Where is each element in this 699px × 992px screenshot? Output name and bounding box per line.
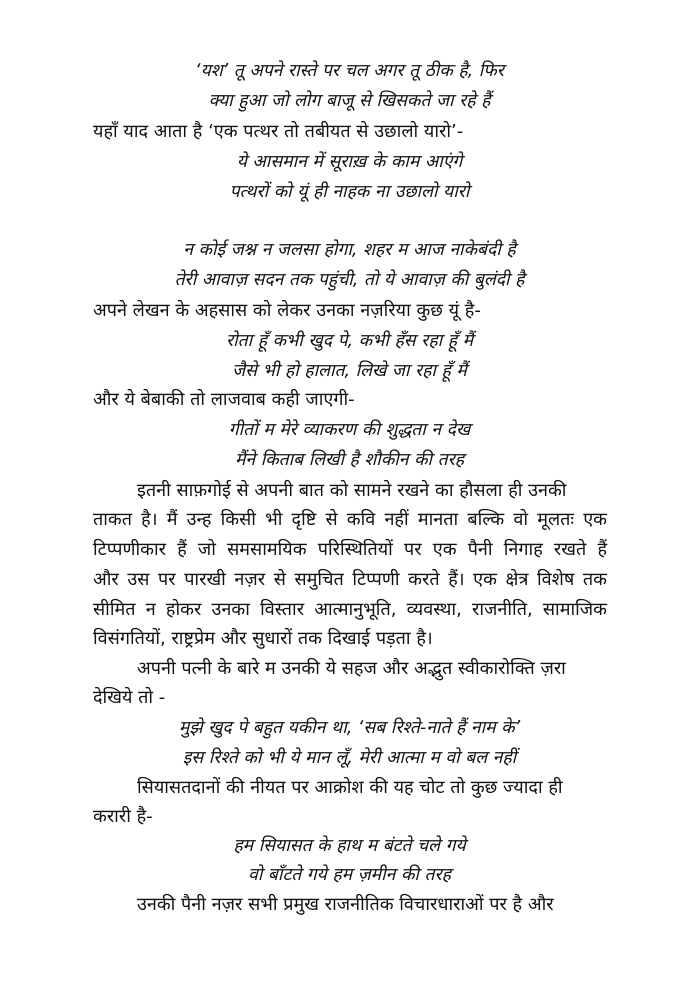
couplet-line: रोता हूँ कभी खुद पे, कभी हँस रहा हूँ मैं [225, 331, 474, 351]
paragraph-line: ताकत है। मैं उन्ह किसी भी दृष्टि से कवि नहीं मानता बल्कि वो मूलतः एक [93, 509, 607, 530]
paragraph-line: सीमित न होकर उनका विस्तार आत्मानुभूति, व्यवस्था, राजनीति, सामाजिक [93, 599, 607, 620]
couplet-line: ‘यश’ तू अपने रास्ते पर चल अगर तू ठीक है, फिर [195, 61, 504, 81]
couplet-line: मैंने किताब लिखी है शौकीन की तरह [234, 450, 465, 470]
paragraph-line: इतनी साफ़गोई से अपनी बात को सामने रखने का हौसला ही उनकी [137, 480, 567, 501]
prose-line: और ये बेबाकी तो लाजवाब कही जाएगी- [93, 389, 355, 410]
prose-line: अपने लेखन के अहसास को लेकर उनका नज़रिया कुछ यूं है- [93, 300, 481, 321]
paragraph-line: विसंगतियों, राष्ट्रप्रेम और सुधारों तक दिखाई पड़ता है। [93, 628, 433, 649]
couplet-line: तेरी आवाज़ सदन तक पहुंची, तो ये आवाज़ की बुलंदी है [174, 270, 525, 290]
paragraph-line: सियासतदानों की नीयत पर आक्रोश की यह चोट तो कुछ ज्यादा ही [137, 777, 563, 798]
prose-line: यहाँ याद आता है ‘एक पत्थर तो तबीयत से उछालो यारो’- [93, 121, 464, 142]
couplet-line: इस रिश्ते को भी ये मान लूँ, मेरी आत्मा म वो बल नहीं [182, 748, 517, 768]
couplet-line: जैसे भी हो हालात, लिखे जा रहा हूँ मैं [232, 361, 467, 381]
couplet-line: गीतों म मेरे व्याकरण की शुद्धता न देख [228, 420, 471, 440]
paragraph-line: करारी है- [93, 806, 153, 827]
paragraph-line: उनकी पैनी नज़र सभी प्रमुख राजनीतिक विचारधाराओं पर है और [137, 894, 554, 915]
couplet-line: वो बाँटते गये हम ज़मीन की तरह [248, 865, 451, 885]
couplet-line: हम सियासत के हाथ म बंटते चले गये [233, 836, 466, 856]
couplet-line: मुझे खुद पे बहुत यकीन था, ‘सब रिश्ते-नाते हैं नाम के’ [178, 718, 521, 738]
couplet-line: न कोई जश्न न जलसा होगा, शहर म आज नाकेबंदी है [183, 240, 516, 260]
paragraph-line: देखिये तो - [93, 687, 166, 708]
couplet-line: क्या हुआ जो लोग बाजू से खिसकते जा रहे हैं [208, 91, 491, 111]
paragraph-line: और उस पर पारखी नज़र से समुचित टिप्पणी करते हैं। एक क्षेत्र विशेष तक [93, 569, 607, 590]
paragraph-line: अपनी पत्नी के बारे म उनकी ये सहज और अद्भुत स्वीकारोक्ति ज़रा [137, 658, 566, 679]
couplet-line: ये आसमान में सूराख़ के काम आएंगे [236, 152, 463, 172]
paragraph-line: टिप्पणीकार हैं जो समसामयिक परिस्थितियों पर एक पैनी निगाह रखते हैं [93, 539, 607, 560]
couplet-line: पत्थरों को यूं ही नाहक ना उछालो यारो [229, 182, 470, 202]
